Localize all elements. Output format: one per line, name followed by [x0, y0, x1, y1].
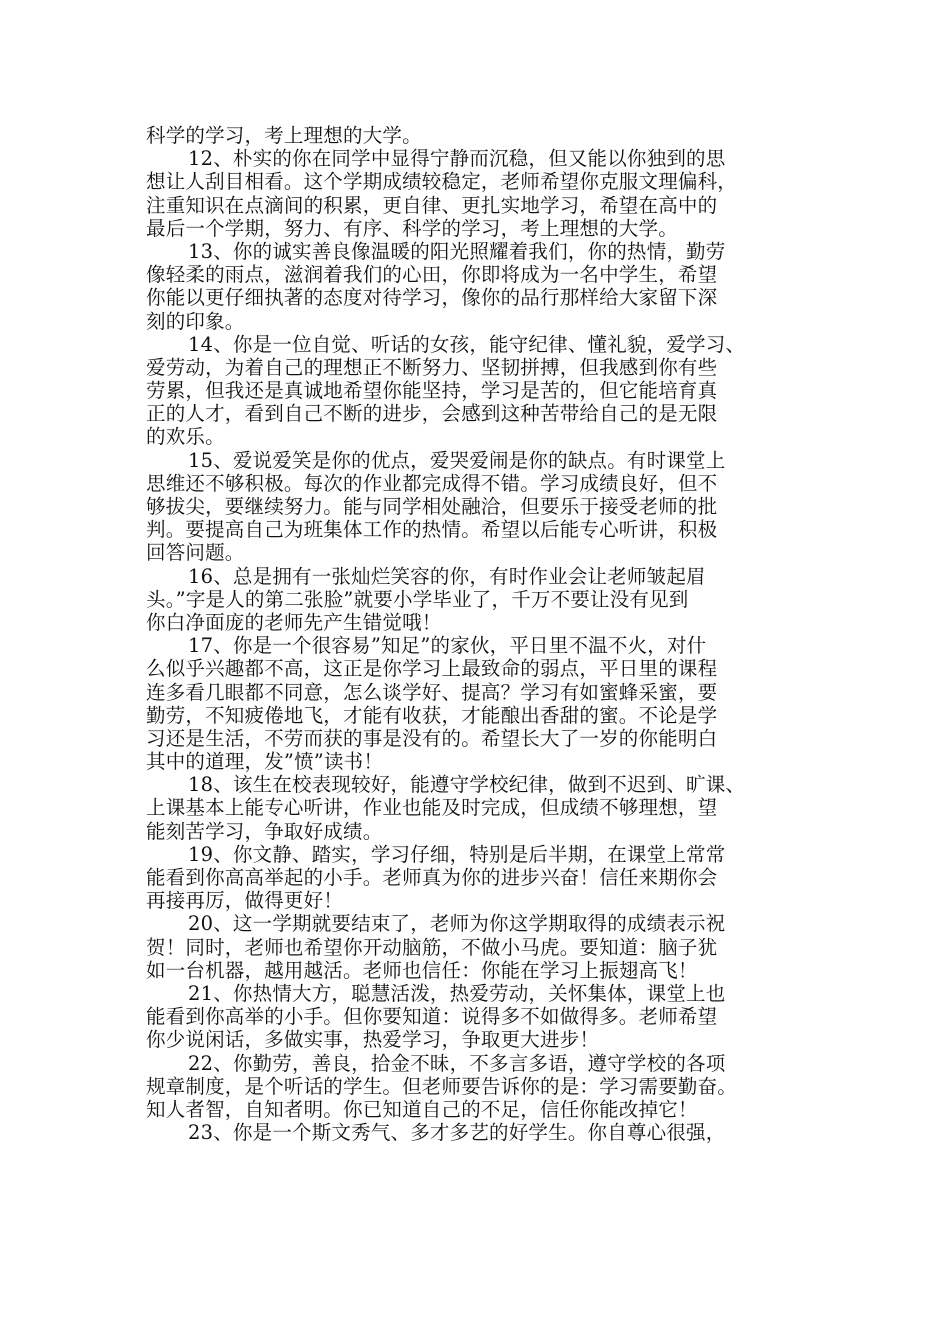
text-line: 你白净面庞的老师先产生错觉哦！	[146, 610, 442, 634]
text-line: 13、你的诚实善良像温暖的阳光照耀着我们，你的热情，勤劳	[188, 239, 726, 263]
text-line: 如一台机器，越用越活。老师也信任：你能在学习上振翅高飞！	[146, 958, 698, 982]
text-line: 爱劳动，为着自己的理想正不断努力、坚韧拼搏，但我感到你有些	[146, 355, 718, 379]
document-page	[146, 124, 806, 1144]
text-line: 14、你是一位自觉、听话的女孩，能守纪律、懂礼貌，爱学习、	[188, 332, 746, 356]
text-line: 够拔尖，要继续努力。能与同学相处融洽，但要乐于接受老师的批	[146, 495, 718, 518]
text-line: 连多看几眼都不同意，怎么谈学好、提高？学习有如蜜蜂采蜜，要	[146, 680, 718, 704]
text-line: 22、你勤劳，善良，拾金不昧，不多言多语，遵守学校的各项	[188, 1051, 726, 1075]
text-line: 你少说闲话，多做实事，热爱学习，争取更大进步！	[146, 1028, 600, 1052]
text-line: 头。”字是人的第二张脸”就要小学毕业了，千万不要让没有见到	[146, 587, 689, 611]
text-line: 16、总是拥有一张灿烂笑容的你，有时作业会让老师皱起眉	[188, 564, 706, 588]
text-line: 知人者智，自知者明。你已知道自己的不足，信任你能改掉它！	[146, 1097, 698, 1121]
text-line: 18、该生在校表现较好，能遵守学校纪律，做到不迟到、旷课、	[188, 773, 746, 797]
text-line: 17、你是一个很容易”知足”的家伙，平日里不温不火，对什	[188, 634, 707, 658]
text-line: 15、爱说爱笑是你的优点，爱哭爱闹是你的缺点。有时课堂上	[188, 448, 726, 472]
text-line: 19、你文静、踏实，学习仔细，特别是后半期，在课堂上常常	[188, 842, 726, 866]
text-line: 勤劳，不知疲倦地飞，才能有收获，才能酿出香甜的蜜。不论是学	[146, 703, 718, 727]
text-line: 劳累，但我还是真诚地希望你能坚持，学习是苦的，但它能培育真	[146, 379, 718, 403]
text-line: 再接再厉，做得更好！	[146, 889, 344, 913]
text-line: 其中的道理，发”愤”读书！	[146, 750, 384, 774]
text-line: 20、这一学期就要结束了，老师为你这学期取得的成绩表示祝	[188, 912, 726, 936]
text-line: 21、你热情大方，聪慧活泼，热爱劳动，关怀集体，课堂上也	[188, 981, 726, 1005]
text-line: 注重知识在点滴间的积累，更自律、更扎实地学习，希望在高中的	[146, 193, 718, 217]
text-line: 刻的印象。	[146, 309, 245, 333]
text-line: 的欢乐。	[146, 425, 225, 449]
text-line: 科学的学习，考上理想的大学。	[146, 124, 422, 147]
text-line: 能看到你高举的小手。但你要知道：说得多不如做得多。老师希望	[146, 1005, 718, 1029]
text-line: 么似乎兴趣都不高，这正是你学习上最致命的弱点，平日里的课程	[146, 657, 718, 681]
text-line: 能看到你高高举起的小手。老师真为你的进步兴奋！信任来期你会	[146, 866, 718, 889]
text-line: 最后一个学期，努力、有序、科学的学习，考上理想的大学。	[146, 216, 678, 240]
text-line: 规章制度，是个听话的学生。但老师要告诉你的是：学习需要勤奋。	[146, 1074, 738, 1098]
text-line: 能刻苦学习，争取好成绩。	[146, 819, 383, 843]
text-line: 贺！同时，老师也希望你开动脑筋，不做小马虎。要知道：脑子犹	[146, 935, 718, 959]
text-line: 上课基本上能专心听讲，作业也能及时完成，但成绩不够理想，望	[146, 796, 718, 820]
text-line: 想让人刮目相看。这个学期成绩较稳定，老师希望你克服文理偏科，	[146, 170, 738, 194]
text-line: 思维还不够积极。每次的作业都完成得不错。学习成绩良好，但不	[146, 471, 718, 495]
text-line: 判。要提高自己为班集体工作的热情。希望以后能专心听讲，积极	[146, 518, 718, 542]
text-line: 23、你是一个斯文秀气、多才多艺的好学生。你自尊心很强，	[188, 1121, 726, 1145]
text-line: 你能以更仔细执著的态度对待学习，像你的品行那样给大家留下深	[146, 286, 718, 310]
text-line: 习还是生活，不劳而获的事是没有的。希望长大了一岁的你能明白	[146, 726, 718, 750]
text-line: 回答问题。	[146, 541, 245, 565]
text-line: 正的人才，看到自己不断的进步，会感到这种苦带给自己的是无限	[146, 402, 718, 426]
text-line: 12、朴实的你在同学中显得宁静而沉稳，但又能以你独到的思	[188, 147, 726, 171]
text-line: 像轻柔的雨点，滋润着我们的心田，你即将成为一名中学生，希望	[146, 263, 718, 287]
